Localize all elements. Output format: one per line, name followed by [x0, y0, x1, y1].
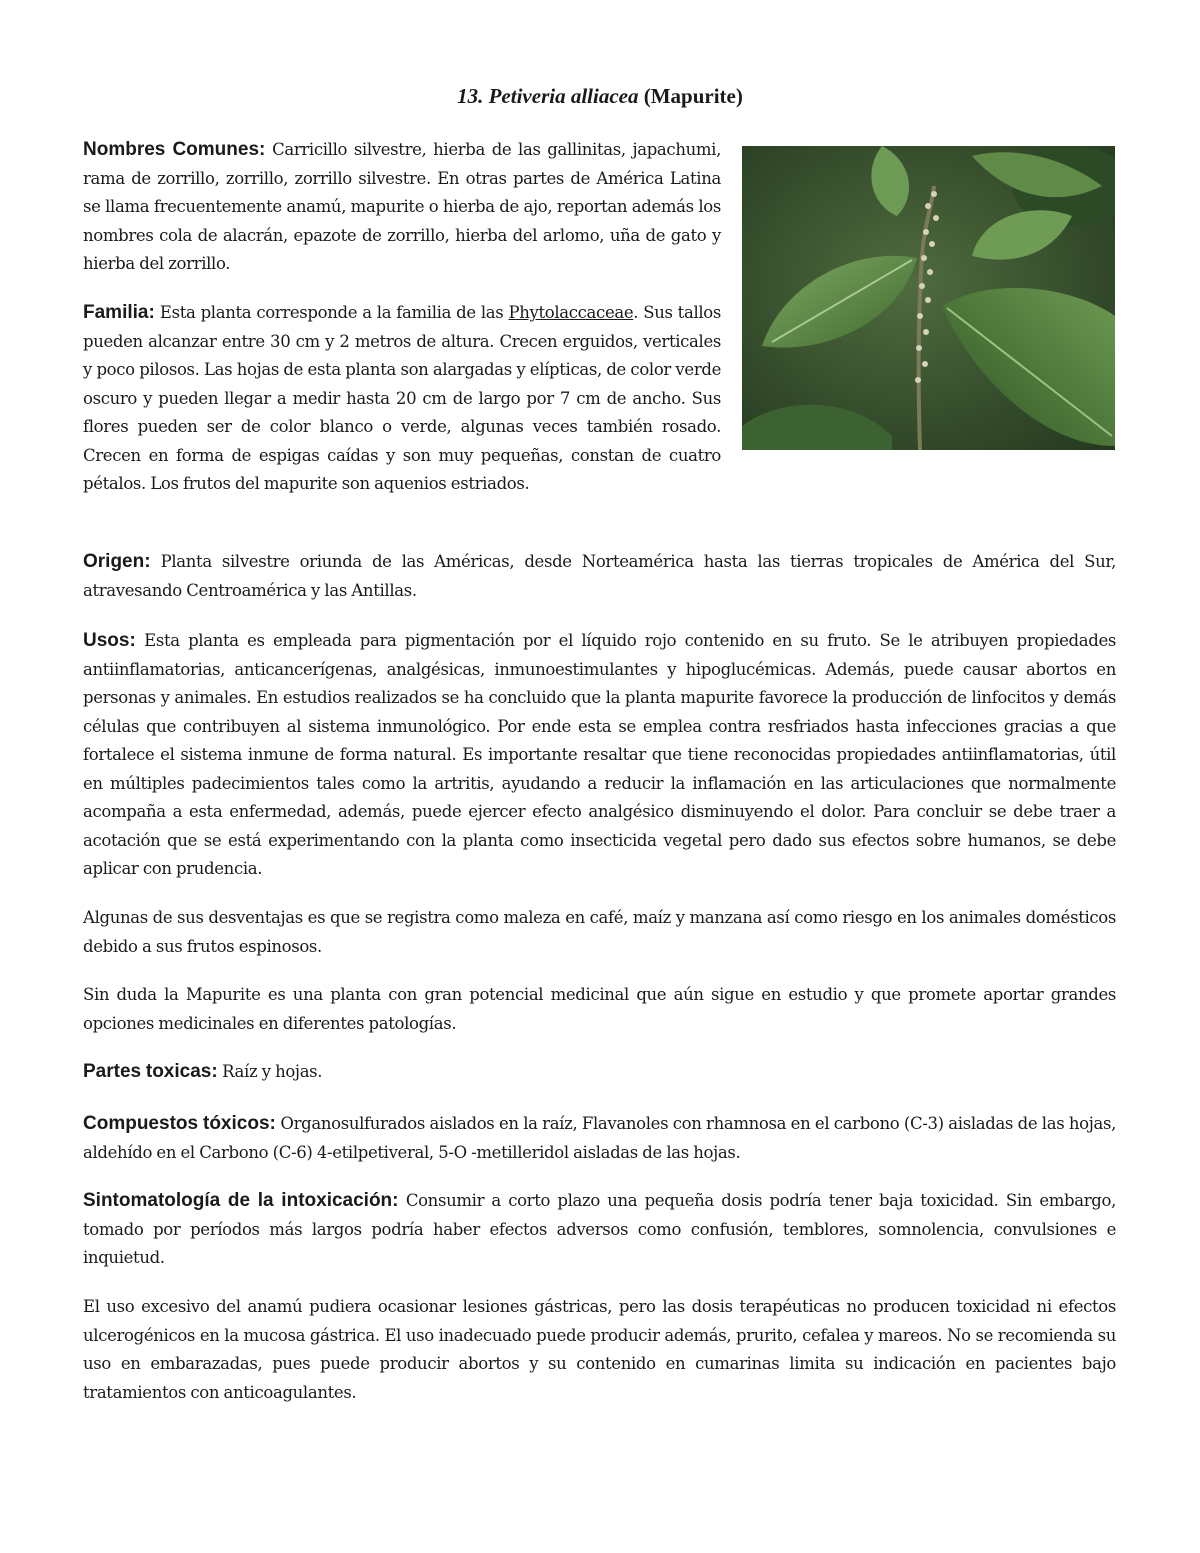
desventajas-paragraph: Algunas de sus desventajas es que se registra como maleza en café, maíz y manzana así como riesgo en los animales domésticos debido a sus frutos espinosos.: [83, 908, 1116, 956]
familia-label: Familia:: [83, 302, 155, 323]
origen-text: Planta silvestre oriunda de las Américas, desde Norteamérica hasta las tierras tropicales de América del Sur, atravesando Centroamérica y las Antillas.: [83, 552, 1116, 600]
compuestos-label: Compuestos tóxicos:: [83, 1113, 276, 1134]
title-common-name: (Mapurite): [643, 84, 743, 108]
origen-label: Origen:: [83, 551, 151, 572]
partes-toxicas-label: Partes toxicas:: [83, 1061, 218, 1082]
plant-photo: [742, 146, 1115, 450]
usos-label: Usos:: [83, 630, 136, 651]
compuestos-text: Organosulfurados aislados en la raíz, Flavanoles con rhamnosa en el carbono (C-3) aisladas de las hojas, aldehído en el Carbono (C-6) 4-etilpetiveral, 5-O -metilleridol aisladas de las hojas.: [83, 1114, 1116, 1162]
familia-text-after: . Sus tallos pueden alcanzar entre 30 cm y 2 metros de altura. Crecen erguidos, verticales y poco pilosos. Las hojas de esta planta son alargadas y elípticas, de color verde oscuro y pueden llegar a medir hasta 20 cm de largo por 7 cm de ancho. Sus flores pueden ser de color blanco o verde, algunas veces también rosado. Crecen en forma de espigas caídas y son muy pequeñas, constan de cuatro pétalos. Los frutos del mapurite son aquenios estriados.: [83, 303, 721, 493]
compuestos-paragraph: [83, 1110, 1116, 1167]
sintomatologia-paragraph: [83, 1187, 1116, 1273]
page-title: [0, 84, 1200, 109]
usos-paragraph: [83, 627, 1116, 884]
partes-toxicas-paragraph: [83, 1058, 1116, 1087]
familia-paragraph: [83, 299, 721, 499]
family-name: Phytolaccaceae: [508, 303, 634, 322]
nombres-comunes-label: Nombres Comunes:: [83, 139, 266, 160]
nombres-comunes-paragraph: [83, 136, 721, 279]
title-number: 13.: [457, 84, 484, 108]
sintomatologia-label: Sintomatología de la intoxicación:: [83, 1190, 399, 1211]
title-species: Petiveria alliacea: [488, 84, 639, 108]
nombres-comunes-text: Carricillo silvestre, hierba de las gallinitas, japachumi, rama de zorrillo, zorrillo, zorrillo silvestre. En otras partes de América Latina se llama frecuentemente anamú, mapurite o hierba de ajo, reportan además los nombres cola de alacrán, epazote de zorrillo, hierba del arlomo, uña de gato y hierba del zorrillo.: [83, 140, 721, 273]
origen-paragraph: [83, 548, 1116, 605]
uso-excesivo-paragraph: El uso excesivo del anamú pudiera ocasionar lesiones gástricas, pero las dosis terapéuticas no producen toxicidad ni efectos ulcerogénicos en la mucosa gástrica. El uso inadecuado puede producir además, prurito, cefalea y mareos. No se recomienda su uso en embarazadas, pues puede producir abortos y su contenido en cumarinas limita su indicación en pacientes bajo tratamientos con anticoagulantes.: [83, 1297, 1116, 1402]
sintomatologia-text: Consumir a corto plazo una pequeña dosis podría tener baja toxicidad. Sin embargo, tomado por períodos más largos podría haber efectos adversos como confusión, temblores, somnolencia, convulsiones e inquietud.: [83, 1191, 1116, 1267]
familia-text-before: Esta planta corresponde a la familia de las: [159, 303, 504, 322]
potencial-paragraph: Sin duda la Mapurite es una planta con gran potencial medicinal que aún sigue en estudio y que promete aportar grandes opciones medicinales en diferentes patologías.: [83, 985, 1116, 1033]
partes-toxicas-text: Raíz y hojas.: [222, 1062, 323, 1081]
usos-text: Esta planta es empleada para pigmentación por el líquido rojo contenido en su fruto. Se le atribuyen propiedades antiinflamatorias, anticancerígenas, analgésicas, inmunoestimulantes y hipoglucémicas. Además, puede causar abortos en personas y animales. En estudios realizados se ha concluido que la planta mapurite favorece la producción de linfocitos y demás células que contribuyen al sistema inmunológico. Por ende esta se emplea contra resfriados hasta infecciones gracias a que fortalece el sistema inmune de forma natural. Es importante resaltar que tiene reconocidas propiedades antiinflamatorias, útil en múltiples padecimientos tales como la artritis, ayudando a reducir la inflamación en las articulaciones que normalmente acompaña a esta enfermedad, además, puede ejercer efecto analgésico disminuyendo el dolor. Para concluir se debe traer a acotación que se está experimentando con la planta como insecticida vegetal pero dado sus efectos sobre humanos, se debe aplicar con prudencia.: [83, 631, 1116, 878]
